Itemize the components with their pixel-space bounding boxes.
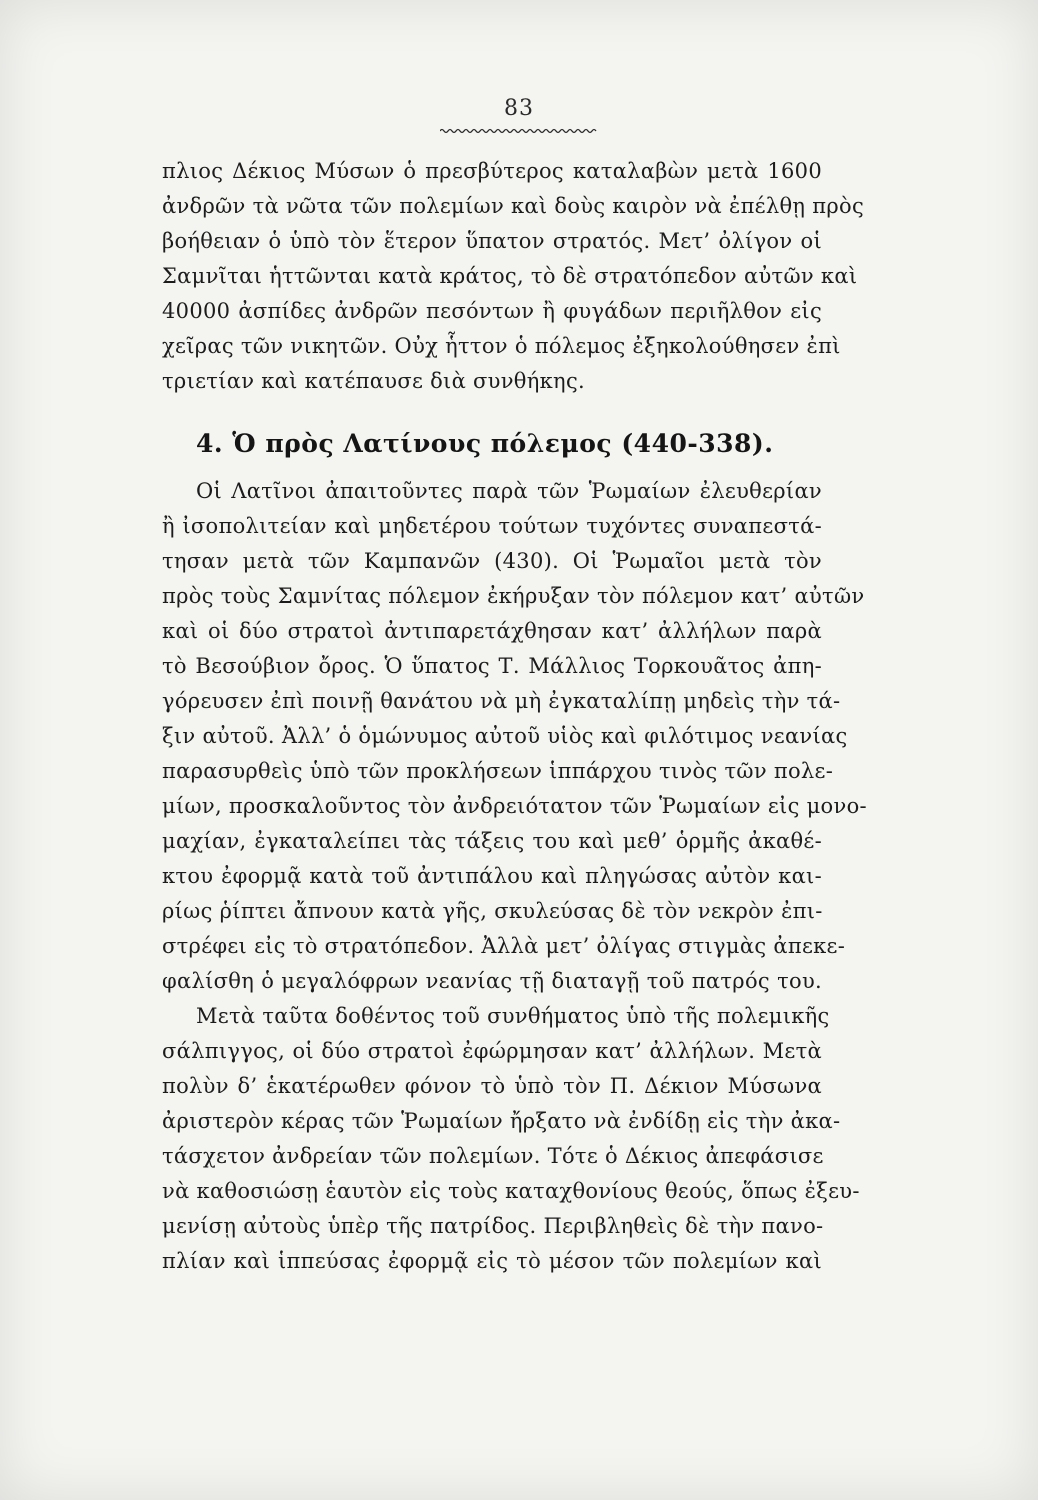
text-line: τριετίαν καὶ κατέπαυσε διὰ συνθήκης. — [162, 369, 585, 393]
text-line: πολὺν δ’ ἑκατέρωθεν φόνον τὸ ὑπὸ τὸν Π. Δέκιον Μύσωνα — [162, 1074, 822, 1098]
text-line: τὸ Βεσούβιον ὄρος. Ὁ ὕπατος Τ. Μάλλιος Τορκουᾶτος ἀπη- — [162, 654, 822, 678]
text-line: τησαν μετὰ τῶν Καμπανῶν (430). Οἱ Ῥωμαῖοι μετὰ τὸν — [162, 549, 822, 573]
text-line: πρὸς τοὺς Σαμνίτας πόλεμον ἐκήρυξαν τὸν πόλεμον κατ’ αὐτῶν — [162, 584, 865, 608]
text-line: στρέφει εἰς τὸ στρατόπεδον. Ἀλλὰ μετ’ ὀλίγας στιγμὰς ἀπεκε- — [162, 934, 846, 958]
text-line: φαλίσθη ὁ μεγαλόφρων νεανίας τῇ διαταγῇ τοῦ πατρός του. — [162, 969, 822, 993]
body-paragraphs — [162, 474, 867, 1279]
text-line: πλίαν καὶ ἱππεύσας ἐφορμᾷ εἰς τὸ μέσον τῶν πολεμίων καὶ — [162, 1249, 822, 1273]
text-line: ρίως ῥίπτει ἄπνουν κατὰ γῆς, σκυλεύσας δὲ τὸν νεκρὸν ἐπι- — [162, 899, 823, 923]
text-line: σάλπιγγος, οἱ δύο στρατοὶ ἐφώρμησαν κατ’ ἀλλήλων. Μετὰ — [162, 1039, 822, 1063]
text-line: ἢ ἰσοπολιτείαν καὶ μηδετέρου τούτων τυχόντες συναπεστά- — [162, 514, 822, 538]
text-line: χεῖρας τῶν νικητῶν. Οὐχ ἧττον ὁ πόλεμος ἐξηκολούθησεν ἐπὶ — [162, 334, 841, 358]
text-line: μενίσῃ αὐτοὺς ὑπὲρ τῆς πατρίδος. Περιβληθεὶς δὲ τὴν πανο- — [162, 1214, 824, 1238]
text-line: γόρευσεν ἐπὶ ποινῇ θανάτου νὰ μὴ ἐγκαταλίπῃ μηδεὶς τὴν τά- — [162, 689, 841, 713]
text-line: νὰ καθοσιώσῃ ἑαυτὸν εἰς τοὺς καταχθονίους θεούς, ὅπως ἐξευ- — [162, 1179, 860, 1203]
text-line: Οἱ Λατῖνοι ἀπαιτοῦντες παρὰ τῶν Ῥωμαίων ἐλευθερίαν — [196, 479, 822, 503]
text-line: τάσχετον ἀνδρείαν τῶν πολεμίων. Τότε ὁ Δέκιος ἀπεφάσισε — [162, 1144, 824, 1168]
text-line: 40000 ἀσπίδες ἀνδρῶν πεσόντων ἢ φυγάδων περιῆλθον εἰς — [162, 299, 822, 323]
text-line: ξιν αὐτοῦ. Ἀλλ’ ὁ ὁμώνυμος αὐτοῦ υἱὸς καὶ φιλότιμος νεανίας — [162, 724, 848, 748]
text-line: Μετὰ ταῦτα δοθέντος τοῦ συνθήματος ὑπὸ τῆς πολεμικῆς — [196, 1004, 830, 1028]
text-line: πλιος Δέκιος Μύσων ὁ πρεσβύτερος καταλαβὼν μετὰ 1600 — [162, 159, 822, 183]
text-line: καὶ οἱ δύο στρατοὶ ἀντιπαρετάχθησαν κατ’ ἀλλήλων παρὰ — [162, 619, 822, 643]
text-line: Σαμνῖται ἡττῶνται κατὰ κράτος, τὸ δὲ στρατόπεδον αὐτῶν καὶ — [162, 264, 858, 288]
text-line: βοήθειαν ὁ ὑπὸ τὸν ἕτερον ὕπατον στρατός. Μετ’ ὀλίγον οἱ — [162, 229, 822, 253]
text-line: κτου ἐφορμᾷ κατὰ τοῦ ἀντιπάλου καὶ πληγώσας αὐτὸν και- — [162, 864, 822, 888]
paragraph-continuation — [162, 154, 865, 399]
page-number: 83 — [504, 96, 534, 121]
text-line: παρασυρθεὶς ὑπὸ τῶν προκλήσεων ἱππάρχου τινὸς τῶν πολε- — [162, 759, 834, 783]
section-heading: 4. Ὁ πρὸς Λατίνους πόλεμος (440-338). — [196, 429, 774, 458]
text-line: ἀνδρῶν τὰ νῶτα τῶν πολεμίων καὶ δοὺς καιρὸν νὰ ἐπέλθῃ πρὸς — [162, 194, 865, 218]
text-line: μίων, προσκαλοῦντος τὸν ἀνδρειότατον τῶν Ῥωμαίων εἰς μονο- — [162, 794, 867, 818]
text-line: μαχίαν, ἐγκαταλείπει τὰς τάξεις του καὶ μεθ’ ὁρμῆς ἀκαθέ- — [162, 829, 822, 853]
text-line: ἀριστερὸν κέρας τῶν Ῥωμαίων ἤρξατο νὰ ἐνδίδῃ εἰς τὴν ἀκα- — [162, 1109, 841, 1133]
decorative-wavy-rule — [440, 128, 598, 134]
